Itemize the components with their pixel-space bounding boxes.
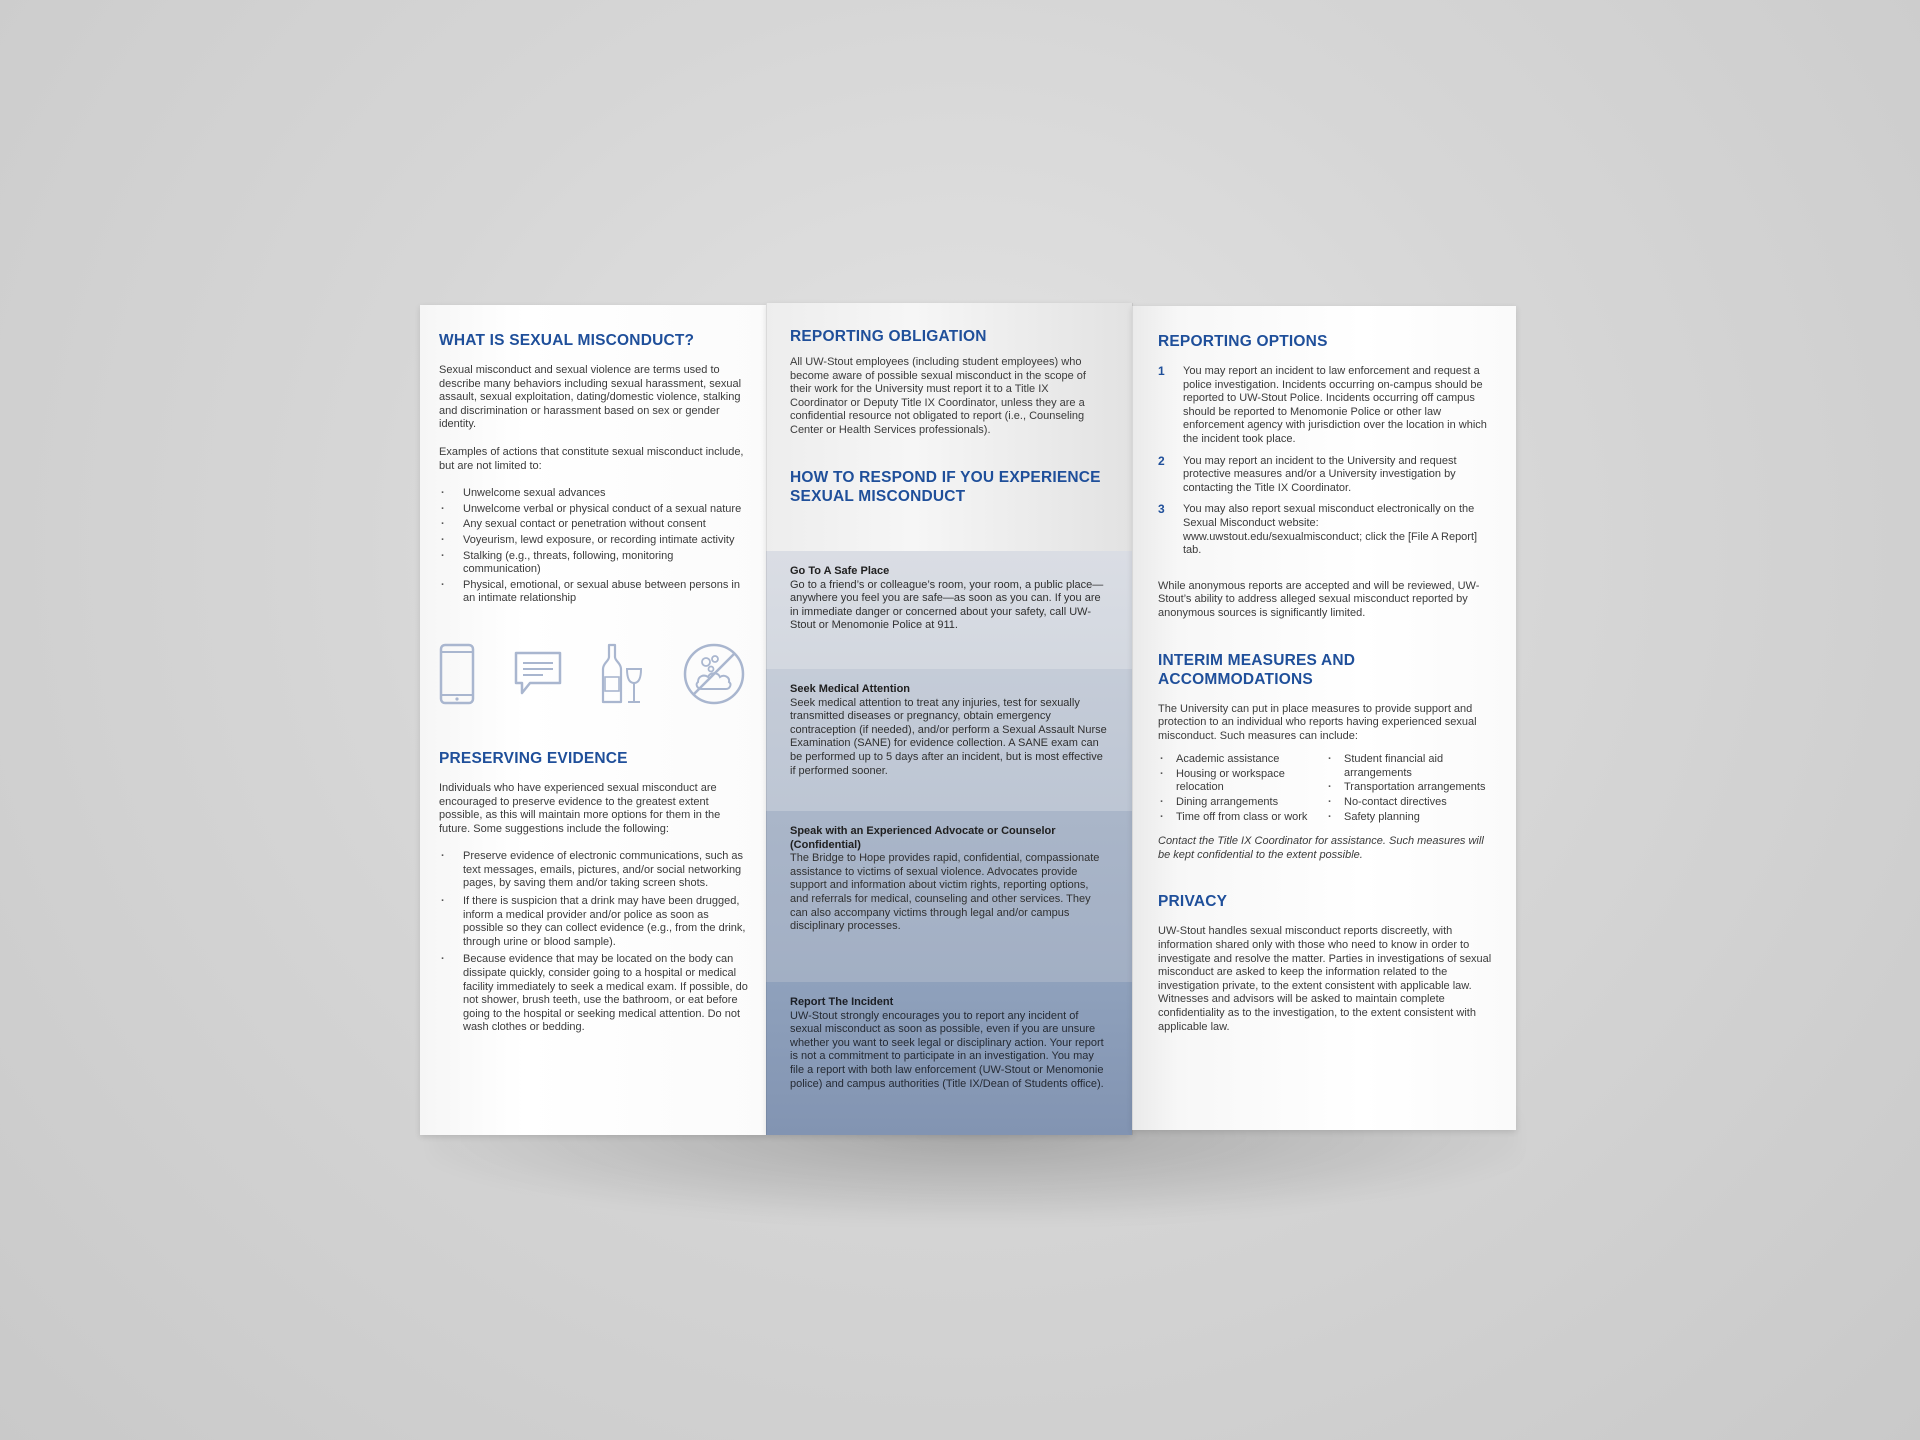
option-text: You may also report sexual misconduct electronically on the Sexual Misconduct website: www.uwstout.edu/sexualmisconduct; click the [File A Report] tab. xyxy=(1183,503,1478,557)
list-item: · No-contact directives xyxy=(1326,796,1494,810)
section-title: Seek Medical Attention xyxy=(790,683,911,695)
option-number: 3 xyxy=(1158,502,1165,517)
options-heading: REPORTING OPTIONS xyxy=(1158,333,1328,350)
list-item: · If there is suspicion that a drink may have been drugged, inform a medical provider and/or police as soon as possible so they can collect evidence (e.g., from the drink, through urine or blood sample). xyxy=(439,895,748,949)
interim-intro: The University can put in place measures to provide support and protection to an individual who reports having experienced sexual misconduct. Such measures can include: xyxy=(1158,702,1477,742)
contact-note: Contact the Title IX Coordinator for assistance. Such measures will be kept confidential to the extent possible. xyxy=(1158,835,1484,861)
brochure-panel-left xyxy=(420,305,766,1135)
list-item: · Because evidence that may be located on the body can dissipate quickly, consider going to a hospital or medical facility immediately to seek a medical exam. If possible, do not shower, brush teeth, use the bathroom, or eat before going to the hospital or seeking medical attention. Do not wash clothes or bedding. xyxy=(439,953,748,1035)
section-text: UW-Stout strongly encourages you to report any incident of sexual misconduct as soon as possible, even if you are unsure whether you want to seek legal or disciplinary action. Your report is not a commitment to participate in an investigation. You may file a report with both law enforcement (UW-Stout or Menomonie police) and campus authorities (Title IX/Dean of Students office). xyxy=(790,1009,1104,1090)
list-item xyxy=(1158,455,1494,496)
privacy-heading: PRIVACY xyxy=(1158,893,1228,911)
section-text: Go to a friend’s or colleague’s room, your room, a public place—anywhere you feel you are safe—as soon as you can. If you are in immediate danger or concerned about your safety, call UW-Stout or Menomonie Police at 911. xyxy=(790,578,1104,632)
report-incident-section xyxy=(766,982,1132,1135)
list-item: · Unwelcome verbal or physical conduct of a sexual nature xyxy=(439,503,748,517)
section-text: The Bridge to Hope provides rapid, confidential, compassionate assistance to victims of sexual violence. Advocates provide support and information about victim rights, reporting options, and referrals for medical, counseling and other services. They can also accompany victims through legal and/or campus disciplinary processes. xyxy=(790,852,1100,933)
list-item: · Dining arrangements xyxy=(1158,796,1326,810)
section-title: Go To A Safe Place xyxy=(790,565,890,577)
obligation-heading: REPORTING OBLIGATION xyxy=(790,328,987,345)
option-number: 2 xyxy=(1158,453,1165,468)
list-item: · Stalking (e.g., threats, following, monitoring communication) xyxy=(439,550,748,577)
brochure-panel-middle xyxy=(766,303,1132,1135)
measures-list-right xyxy=(1326,753,1494,825)
misconduct-intro: Sexual misconduct and sexual violence are terms used to describe many behaviors including sexual harassment, sexual assault, sexual exploitation, dating/domestic violence, stalking and discrimination or harassment based on sex or gender identity. xyxy=(439,364,742,431)
list-item: · Academic assistance xyxy=(1158,753,1326,767)
options-list xyxy=(1158,365,1494,558)
fold-line-left xyxy=(766,303,767,1135)
safe-place-section xyxy=(766,551,1132,669)
evidence-intro: Individuals who have experienced sexual misconduct are encouraged to preserve evidence to the greatest extent possible, as this will maintain more options for them in the future. Some suggestions include the following: xyxy=(439,781,721,835)
list-item: · Safety planning xyxy=(1326,811,1494,825)
examples-intro: Examples of actions that constitute sexual misconduct include, but are not limited to: xyxy=(439,445,744,472)
section-text: Seek medical attention to treat any injuries, test for sexually transmitted diseases or pregnancy, obtain emergency contraception (if needed), and/or perform a Sexual Assault Nurse Examination (SANE) for evidence collection. A SANE exam can be performed up to 5 days after an incident, but is most effective if performed sooner. xyxy=(790,696,1107,777)
obligation-text: All UW-Stout employees (including student employees) who become aware of possible sexual misconduct in the scope of their work for the University must report it to a Title IX Coordinator or Deputy Title IX Coordinator, unless they are a confidential resource not obligated to report (i.e., Counseling Center or Health Services professionals). xyxy=(790,356,1086,436)
anonymous-text: While anonymous reports are accepted and will be reviewed, UW-Stout’s ability to address alleged sexual misconduct reported by anonymous sources is significantly limited. xyxy=(1158,579,1480,619)
list-item xyxy=(1158,365,1494,447)
list-item: · Unwelcome sexual advances xyxy=(439,487,748,501)
list-item: · Preserve evidence of electronic communications, such as text messages, emails, pictures, and/or social networking pages, by saving them and/or taking screen shots. xyxy=(439,850,748,891)
option-text: You may report an incident to the University and request protective measures and/or a University investigation by contacting the Title IX Coordinator. xyxy=(1183,454,1457,494)
option-number: 1 xyxy=(1158,364,1165,378)
list-item: · Time off from class or work xyxy=(1158,811,1326,825)
list-item: · Student financial aid arrangements xyxy=(1326,753,1494,780)
section-title: Report The Incident xyxy=(790,996,894,1008)
smartphone-icon xyxy=(439,643,475,710)
list-item: · Physical, emotional, or sexual abuse between persons in an intimate relationship xyxy=(439,579,748,606)
examples-list xyxy=(439,487,748,606)
measures-list-left xyxy=(1158,753,1326,825)
interim-heading: INTERIM MEASURES AND ACCOMMODATIONS xyxy=(1158,651,1356,688)
section-title: Speak with an Experienced Advocate or Counselor (Confidential) xyxy=(790,825,1056,851)
list-item: · Voyeurism, lewd exposure, or recording intimate activity xyxy=(439,534,748,548)
advocate-section xyxy=(766,811,1132,982)
option-text: You may report an incident to law enforcement and request a police investigation. Incidents occurring on-campus should be reported to UW-Stout Police. Incidents occurring off campus should be reported to Menomonie Police or other law enforcement agency with jurisdiction over the location in which the incident took place. xyxy=(1183,365,1487,445)
list-item: · Housing or workspace relocation xyxy=(1158,768,1326,795)
obligation-section xyxy=(766,303,1132,506)
list-item: · Any sexual contact or penetration without consent xyxy=(439,518,748,532)
privacy-text: UW-Stout handles sexual misconduct reports discreetly, with information shared only with those who need to know in order to investigate and resolve the matter. Parties in investigations of sexual misconduct are asked to keep the information related to the investigation private, to the extent consistent with applicable law. Witnesses and advisors will be asked to maintain complete confidentiality as to the investigation, to the extent consistent with applicable law. xyxy=(1158,925,1492,1033)
medical-attention-section xyxy=(766,669,1132,811)
measures-columns xyxy=(1158,753,1494,825)
wine-bottle-glass-icon xyxy=(600,643,644,710)
evidence-heading: PRESERVING EVIDENCE xyxy=(439,749,628,767)
icon-row xyxy=(439,642,748,711)
respond-heading: HOW TO RESPOND IF YOU EXPERIENCE SEXUAL MISCONDUCT xyxy=(790,468,1101,505)
evidence-list xyxy=(439,850,748,1035)
fold-line-right xyxy=(1132,303,1133,1135)
brochure-panel-right xyxy=(1132,306,1516,1130)
list-item xyxy=(1158,503,1494,557)
misconduct-heading: WHAT IS SEXUAL MISCONDUCT? xyxy=(439,332,695,349)
chat-bubble-icon xyxy=(513,650,563,703)
list-item: · Transportation arrangements xyxy=(1326,781,1494,795)
no-shower-icon xyxy=(682,642,746,711)
